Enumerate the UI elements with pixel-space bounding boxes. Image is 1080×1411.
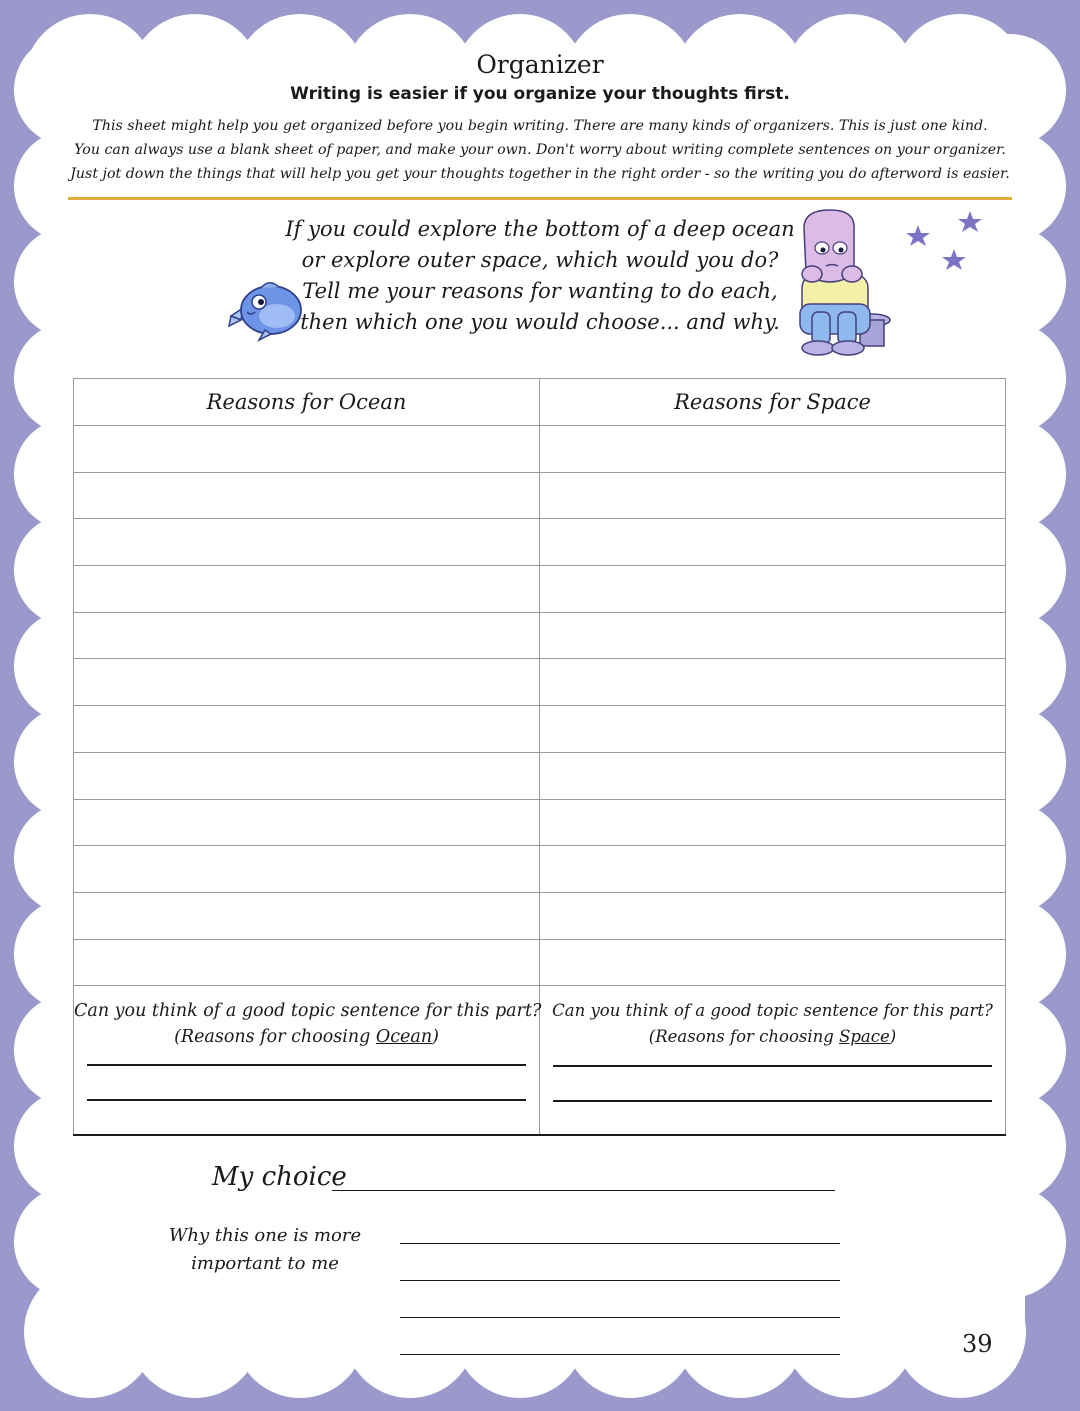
why-write-line[interactable] (400, 1280, 840, 1281)
reason-ocean-cell[interactable] (74, 659, 540, 706)
reason-ocean-cell[interactable] (74, 706, 540, 753)
reason-space-cell[interactable] (540, 706, 1006, 753)
reason-space-cell[interactable] (540, 659, 1006, 706)
table-row (74, 846, 1006, 893)
topic-write-line[interactable] (553, 1100, 992, 1102)
table-header-row (74, 379, 1006, 426)
topic-question-space (540, 998, 1005, 1050)
divider-rule (68, 197, 1012, 200)
table-row (74, 426, 1006, 473)
table-row (74, 472, 1006, 519)
my-choice-write-line[interactable] (332, 1190, 835, 1191)
table-row (74, 519, 1006, 566)
topic-question-text: Can you think of a good topic sentence for this part? (74, 1001, 542, 1022)
page-subtitle: Writing is easier if you organize your thoughts first. (290, 84, 790, 104)
why-label-line: Why this one is more (168, 1225, 362, 1246)
intro-line: You can always use a blank sheet of paper, and make your own. Don't worry about writing complete sentences on your organizer. (74, 142, 1006, 158)
table-row (74, 892, 1006, 939)
reason-space-cell[interactable] (540, 566, 1006, 613)
why-write-line[interactable] (400, 1354, 840, 1355)
reason-ocean-cell[interactable] (74, 939, 540, 986)
reason-space-cell[interactable] (540, 426, 1006, 473)
page-number: 39 (962, 1330, 993, 1358)
why-label-line: important to me (191, 1253, 339, 1274)
reason-space-cell[interactable] (540, 472, 1006, 519)
my-choice-label: My choice (212, 1162, 347, 1192)
table-row (74, 612, 1006, 659)
topic-question-subtext: (Reasons for choosing Ocean) (174, 1027, 439, 1048)
stars-icon (900, 205, 990, 275)
topic-question-ocean (74, 998, 542, 1050)
reason-space-cell[interactable] (540, 846, 1006, 893)
table-row (74, 939, 1006, 986)
thinking-child-icon (790, 208, 894, 358)
reason-ocean-cell[interactable] (74, 612, 540, 659)
reason-ocean-cell[interactable] (74, 799, 540, 846)
prompt-line: If you could explore the bottom of a deep ocean (285, 217, 795, 241)
table-row (74, 566, 1006, 613)
ocean-emphasis: Ocean (375, 1027, 433, 1048)
topic-write-line[interactable] (87, 1064, 526, 1066)
topic-write-line[interactable] (87, 1099, 526, 1101)
reason-ocean-cell[interactable] (74, 892, 540, 939)
topic-question-subtext: (Reasons for choosing Space) (648, 1027, 897, 1047)
topic-sentence-ocean-cell[interactable] (74, 986, 540, 1136)
intro-line: This sheet might help you get organized before you begin writing. There are many kinds of organizers. This is just one kind. (92, 118, 988, 134)
writing-prompt (270, 214, 810, 338)
why-write-line[interactable] (400, 1243, 840, 1244)
prompt-line: or explore outer space, which would you do? (301, 248, 779, 272)
why-write-line[interactable] (400, 1317, 840, 1318)
reason-space-cell[interactable] (540, 752, 1006, 799)
reason-space-cell[interactable] (540, 612, 1006, 659)
reason-space-cell[interactable] (540, 799, 1006, 846)
topic-question-text: Can you think of a good topic sentence for this part? (552, 1001, 993, 1021)
topic-write-line[interactable] (553, 1065, 992, 1067)
reason-space-cell[interactable] (540, 519, 1006, 566)
topic-sentence-row (74, 986, 1006, 1136)
reason-space-cell[interactable] (540, 892, 1006, 939)
fish-icon (225, 278, 305, 344)
prompt-line: then which one you would choose... and why. (300, 310, 780, 334)
topic-sentence-space-cell[interactable] (540, 986, 1006, 1136)
reason-ocean-cell[interactable] (74, 426, 540, 473)
prompt-line: Tell me your reasons for wanting to do each, (302, 279, 778, 303)
ocean-column-header: Reasons for Ocean (74, 379, 540, 426)
reason-ocean-cell[interactable] (74, 846, 540, 893)
why-important-label (140, 1222, 390, 1278)
table-row (74, 752, 1006, 799)
table-row (74, 706, 1006, 753)
space-emphasis: Space (839, 1027, 890, 1047)
reason-ocean-cell[interactable] (74, 752, 540, 799)
space-column-header: Reasons for Space (540, 379, 1006, 426)
reason-space-cell[interactable] (540, 939, 1006, 986)
intro-paragraph (40, 114, 1040, 186)
organizer-table (73, 378, 1006, 1136)
reason-ocean-cell[interactable] (74, 519, 540, 566)
reason-ocean-cell[interactable] (74, 566, 540, 613)
page-title: Organizer (476, 50, 604, 79)
reason-ocean-cell[interactable] (74, 472, 540, 519)
table-row (74, 659, 1006, 706)
table-row (74, 799, 1006, 846)
intro-line: Just jot down the things that will help you get your thoughts together in the right order - so the writing you do afterword is easier. (70, 166, 1010, 182)
